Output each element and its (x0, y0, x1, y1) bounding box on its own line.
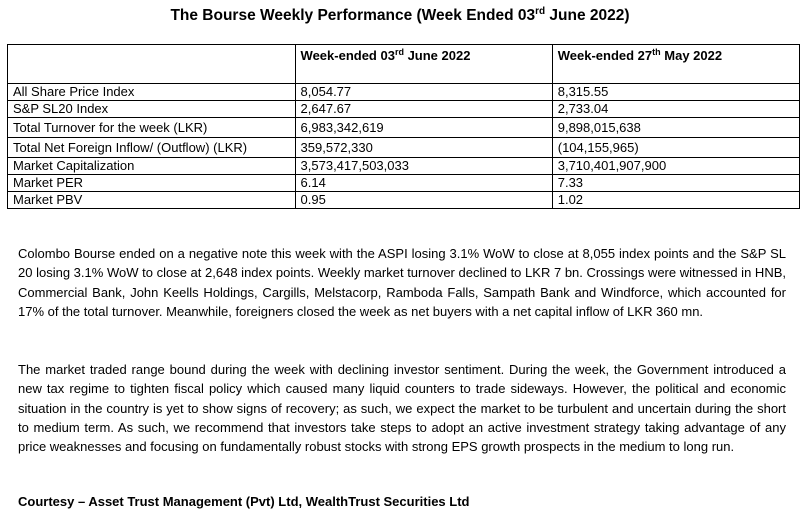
row-label: All Share Price Index (8, 84, 296, 101)
table-header-row (8, 45, 800, 84)
row-previous: (104,155,965) (552, 138, 799, 158)
courtesy-line: Courtesy – Asset Trust Management (Pvt) Ltd, WealthTrust Securities Ltd (18, 494, 470, 509)
table-row (8, 101, 800, 118)
row-current: 6.14 (295, 175, 552, 192)
table-header-previous-week: Week-ended 27th May 2022 (552, 45, 799, 84)
table-row (8, 84, 800, 101)
market-outlook-paragraph: The market traded range bound during the week with declining investor sentiment. During the week, the Government introduced a new tax regime to tighten fiscal policy which caused many liquid counters to trade sideways. However, the political and economic situation in the country is yet to show signs of recovery; as such, we expect the market to be turbulent and uncertain during the short to medium term. As such, we recommend that investors take steps to adopt an active investment strategy taking advantage of any price weaknesses and focusing on fundamentally robust stocks with strong EPS growth prospects in the medium to long run. (18, 362, 786, 455)
row-current: 8,054.77 (295, 84, 552, 101)
row-label: Total Turnover for the week (LKR) (8, 118, 296, 138)
row-previous: 7.33 (552, 175, 799, 192)
row-label: Market Capitalization (8, 158, 296, 175)
performance-table (7, 44, 800, 209)
row-current: 0.95 (295, 192, 552, 209)
table-row (8, 158, 800, 175)
page-title: The Bourse Weekly Performance (Week Ended 03rd June 2022) (170, 6, 630, 24)
row-label: Total Net Foreign Inflow/ (Outflow) (LKR) (8, 138, 296, 158)
row-label: S&P SL20 Index (8, 101, 296, 118)
row-label: Market PER (8, 175, 296, 192)
row-previous: 8,315.55 (552, 84, 799, 101)
row-current: 6,983,342,619 (295, 118, 552, 138)
row-current: 3,573,417,503,033 (295, 158, 552, 175)
table-row (8, 138, 800, 158)
table-row (8, 192, 800, 209)
row-previous: 1.02 (552, 192, 799, 209)
row-previous: 2,733.04 (552, 101, 799, 118)
table-row (8, 118, 800, 138)
row-label: Market PBV (8, 192, 296, 209)
row-current: 2,647.67 (295, 101, 552, 118)
row-previous: 9,898,015,638 (552, 118, 799, 138)
row-current: 359,572,330 (295, 138, 552, 158)
table-row (8, 175, 800, 192)
row-previous: 3,710,401,907,900 (552, 158, 799, 175)
table-header-current-week: Week-ended 03rd June 2022 (295, 45, 552, 84)
table-header-empty (8, 45, 296, 84)
market-summary-paragraph: Colombo Bourse ended on a negative note this week with the ASPI losing 3.1% WoW to close at 8,055 index points and the S&P SL 20 losing 3.1% WoW to close at 2,648 index points. Weekly market turnover declined to LKR 7 bn. Crossings were witnessed in HNB, Commercial Bank, John Keells Holdings, Cargills, Melstacorp, Ramboda Falls, Sampath Bank and Windforce, which accounted for 17% of the total turnover. Meanwhile, foreigners closed the week as net buyers with a net capital inflow of LKR 360 mn. (18, 246, 786, 319)
